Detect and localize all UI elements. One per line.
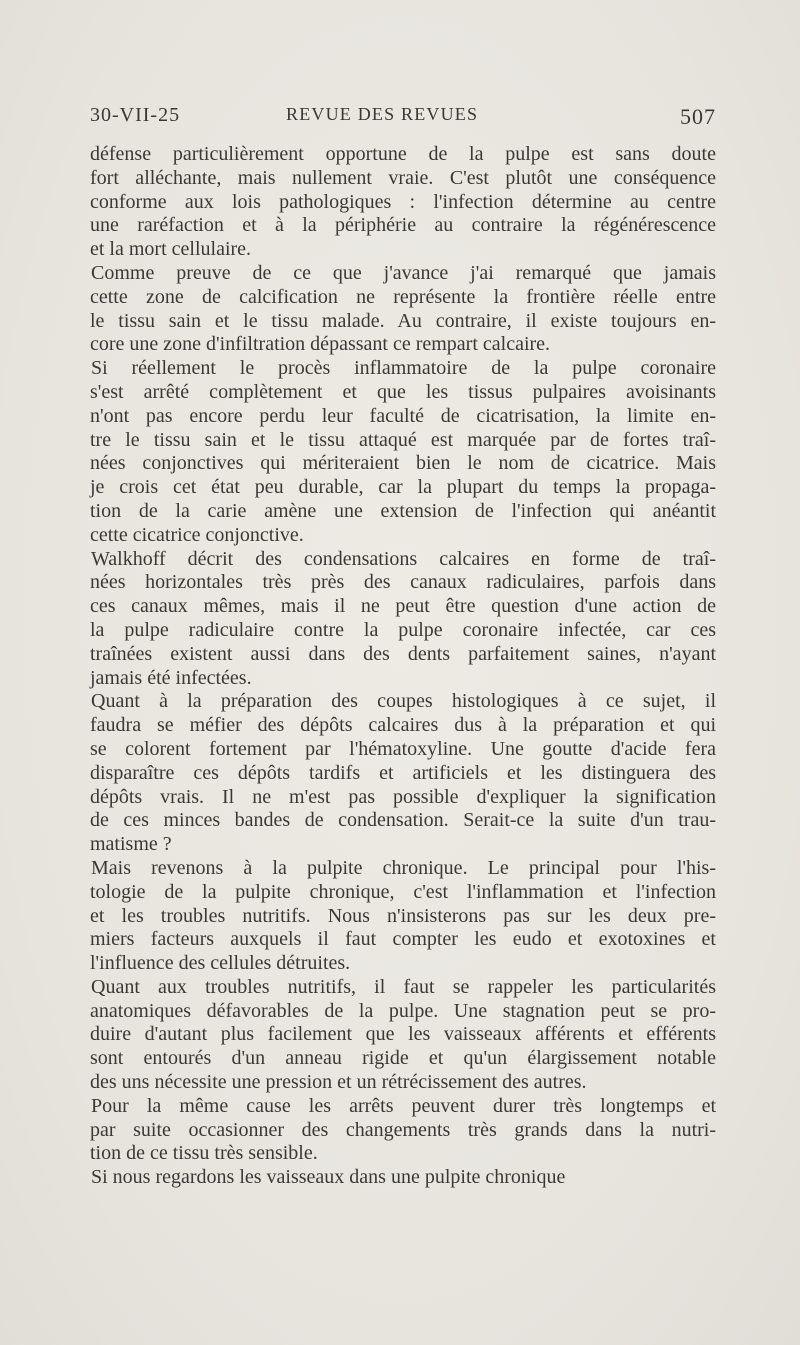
text-line: et les troubles nutritifs. Nous n'insisterons pas sur les deux pre- (90, 904, 716, 927)
text-line: Walkhoff décrit des condensations calcaires en forme de traî- (91, 547, 716, 570)
text-line: traînées existent aussi dans des dents parfaitement saines, n'ayant (90, 642, 716, 665)
text-line: Comme preuve de ce que j'avance j'ai remarqué que jamais (91, 261, 716, 284)
text-line: conforme aux lois pathologiques : l'infection détermine au centre (90, 190, 716, 213)
text-line: tion de la carie amène une extension de l'infection qui anéantit (90, 499, 716, 522)
text-line: Si nous regardons les vaisseaux dans une pulpite chronique (91, 1166, 566, 1189)
text-line: jamais été infectées. (90, 666, 252, 689)
text-line: des uns nécessite une pression et un rétrécissement des autres. (90, 1071, 587, 1094)
paragraph (90, 1166, 716, 1190)
text-line: sont entourés d'un anneau rigide et qu'un élargissement notable (90, 1047, 716, 1070)
text-line: par suite occasionner des changements très grands dans la nutri- (90, 1118, 716, 1141)
text-line: cette cicatrice conjonctive. (90, 523, 304, 546)
text-line: ces canaux mêmes, mais il ne peut être question d'une action de (90, 595, 716, 618)
paragraph (90, 357, 716, 547)
text-line: une raréfaction et à la périphérie au contraire la régénérescence (90, 214, 716, 237)
page-number: 507 (680, 104, 716, 129)
text-line: Quant aux troubles nutritifs, il faut se rappeler les particularités (91, 975, 716, 998)
text-line: n'ont pas encore perdu leur faculté de cicatrisation, la limite en- (90, 404, 716, 427)
paragraph (90, 1095, 716, 1166)
text-line: défense particulièrement opportune de la pulpe est sans doute (90, 143, 716, 165)
text-line: miers facteurs auxquels il faut compter les eudo et exotoxines et (90, 928, 716, 951)
paragraph (90, 976, 716, 1095)
text-line: tologie de la pulpite chronique, c'est l'inflammation et l'infection (90, 880, 716, 903)
text-line: nées conjonctives qui mériteraient bien le nom de cicatrice. Mais (90, 452, 716, 475)
text-line: et la mort cellulaire. (90, 238, 252, 261)
text-line: disparaître ces dépôts tardifs et artificiels et les distinguera des (90, 761, 716, 784)
header-date: 30-VII-25 (90, 104, 181, 126)
text-line: duire d'autant plus facilement que les vaisseaux afférents et efférents (90, 1023, 716, 1046)
text-line: Pour la même cause les arrêts peuvent durer très longtemps et (91, 1094, 716, 1117)
text-line: tion de ce tissu très sensible. (90, 1142, 318, 1165)
text-line: se colorent fortement par l'hématoxyline. Une goutte d'acide fera (90, 737, 716, 760)
text-line: Quant à la préparation des coupes histologiques à ce sujet, il (91, 690, 716, 713)
text-line: la pulpe radiculaire contre la pulpe coronaire infectée, car ces (90, 618, 716, 641)
text-line: l'influence des cellules détruites. (90, 952, 351, 975)
text-line: matisme ? (90, 833, 172, 856)
text-line: tre le tissu sain et le tissu attaqué est marquée par de fortes traî- (90, 428, 716, 451)
text-line: je crois cet état peu durable, car la plupart du temps la propaga- (90, 476, 716, 499)
running-header (90, 104, 716, 134)
text-line: le tissu sain et le tissu malade. Au contraire, il existe toujours en- (90, 309, 716, 332)
text-line: de ces minces bandes de condensation. Serait-ce la suite d'un trau- (90, 809, 716, 832)
text-line: s'est arrêté complètement et que les tissus pulpaires avoisinants (90, 380, 716, 403)
text-line: cette zone de calcification ne représente la frontière réelle entre (90, 285, 716, 308)
body-text (90, 143, 716, 1190)
text-line: faudra se méfier des dépôts calcaires dus à la préparation et qui (90, 714, 716, 737)
text-line: Mais revenons à la pulpite chronique. Le principal pour l'his- (91, 856, 716, 879)
paragraph (90, 690, 716, 857)
paragraph (90, 857, 716, 976)
text-line: anatomiques défavorables de la pulpe. Une stagnation peut se pro- (90, 999, 716, 1022)
paragraph (90, 143, 716, 262)
paragraph (90, 262, 716, 357)
paragraph (90, 548, 716, 691)
text-line: Si réellement le procès inflammatoire de la pulpe coronaire (91, 357, 716, 380)
text-line: fort alléchante, mais nullement vraie. C'est plutôt une conséquence (90, 166, 716, 189)
header-journal-title: REVUE DES REVUES (286, 104, 479, 124)
text-line: dépôts vrais. Il ne m'est pas possible d'expliquer la signification (90, 785, 716, 808)
text-line: core une zone d'infiltration dépassant ce rempart calcaire. (90, 333, 551, 356)
text-line: nées horizontales très près des canaux radiculaires, parfois dans (90, 571, 716, 594)
